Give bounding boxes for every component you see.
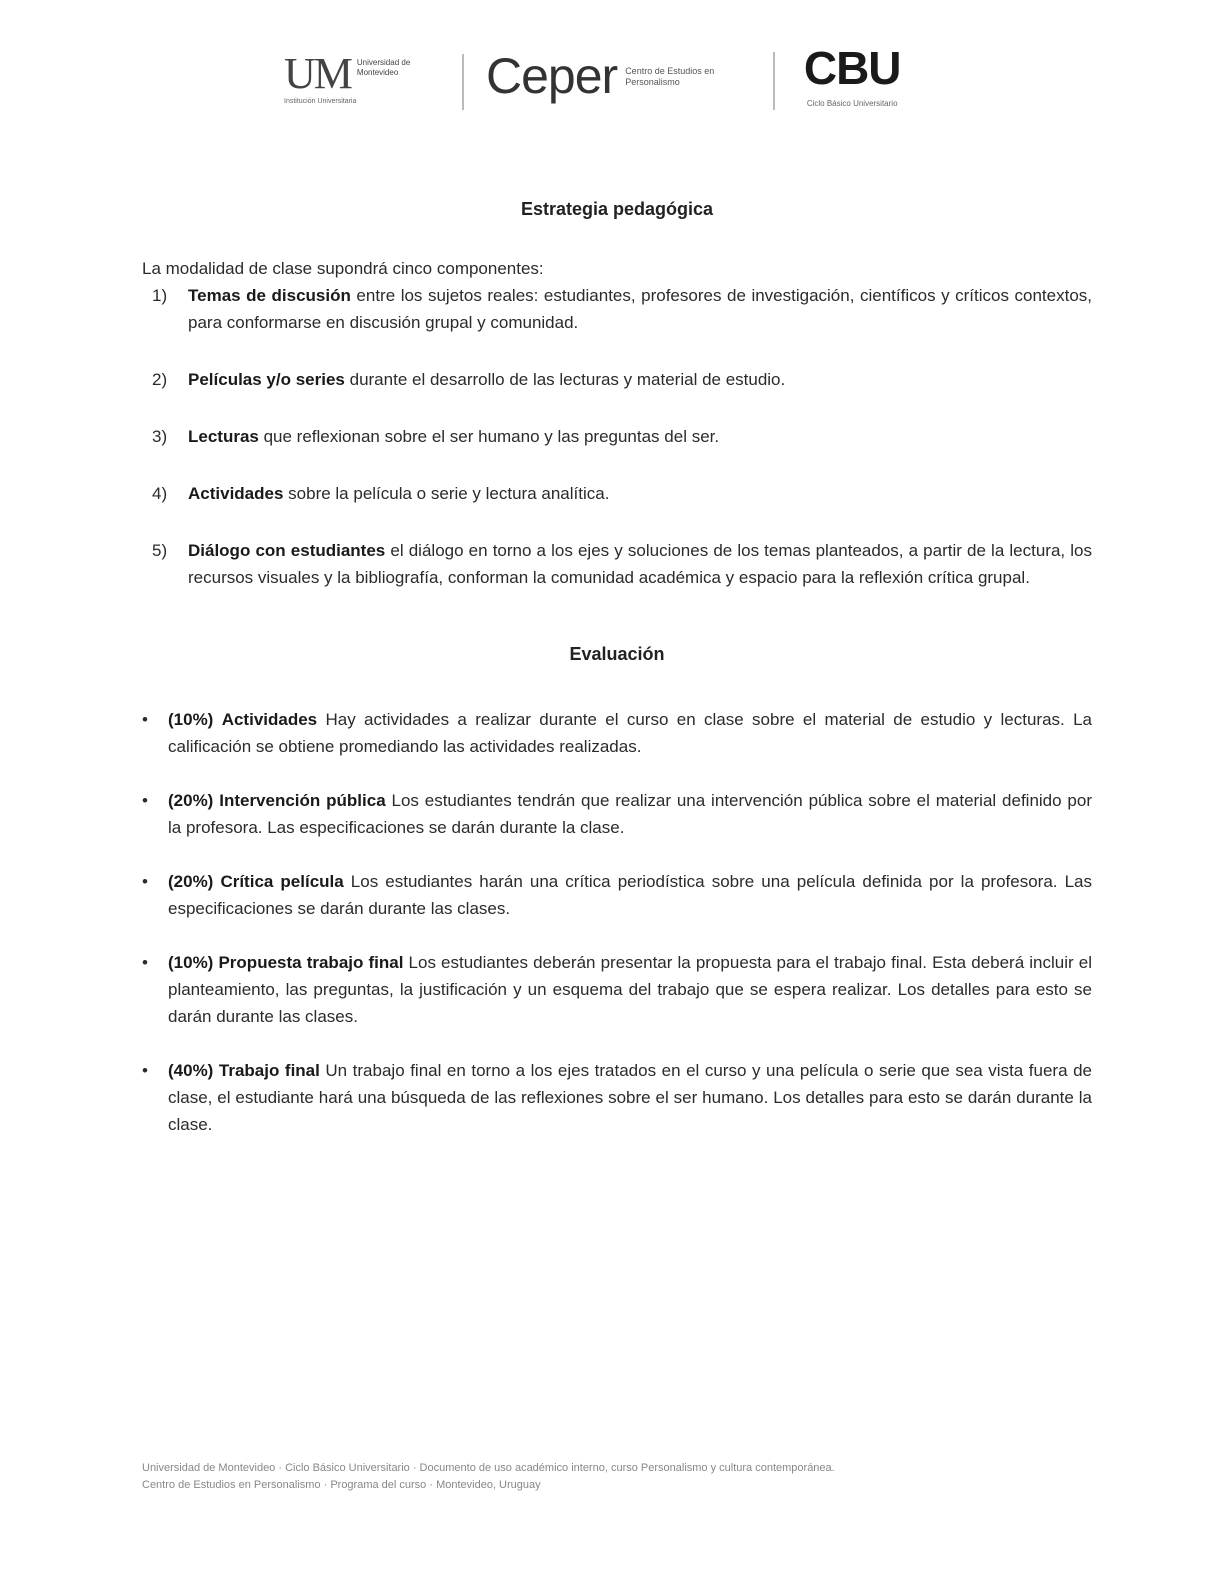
strategy-list <box>142 282 1092 591</box>
item-number: 1) <box>152 286 168 305</box>
bullet-icon: • <box>142 1061 148 1080</box>
strategy-item <box>142 480 1092 507</box>
item-text: que reflexionan sobre el ser humano y las preguntas del ser. <box>258 427 720 446</box>
evaluation-heading: Evaluación <box>569 644 665 664</box>
item-term: Propuesta trabajo final <box>218 953 404 972</box>
item-term: Lecturas <box>188 427 259 446</box>
item-term: Diálogo con estudiantes <box>188 541 386 560</box>
item-text: Un trabajo final en torno a los ejes tratados en el curso y una película o serie que sea vista fuera de clase, el estudiante hará una búsqueda de las reflexiones sobre el ser humano. Los detalles para esto se darán durante la clase. <box>168 1061 1092 1134</box>
strategy-heading: Estrategia pedagógica <box>520 199 714 219</box>
ceper-logo-word: Ceper <box>486 48 618 104</box>
item-term: Actividades <box>188 484 284 503</box>
item-term: Intervención pública <box>219 791 386 810</box>
item-text: Los estudiantes deberán presentar la propuesta para el trabajo final. Esta deberá incluir el planteamiento, las preguntas, la justificación y un esquema del trabajo que se espera realizar. Los detalles para esto se darán durante las clases. <box>168 953 1093 1026</box>
item-text: Hay actividades a realizar durante el curso en clase sobre el material de estudio y lecturas. La calificación se obtiene promediando las actividades realizadas. <box>168 710 1092 756</box>
bullet-icon: • <box>142 872 148 891</box>
item-term: Películas y/o series <box>188 370 345 389</box>
page-footer <box>142 1460 1082 1494</box>
item-number: 4) <box>152 484 168 503</box>
um-logo <box>284 49 444 105</box>
evaluation-item <box>142 949 1092 1030</box>
evaluation-item <box>142 787 1092 841</box>
evaluation-item <box>142 1057 1092 1138</box>
item-weight: (10%) <box>168 710 214 729</box>
evaluation-item <box>142 868 1092 922</box>
item-text: Los estudiantes harán una crítica periodística sobre una película definida por la profesora. Las especificaciones se darán durante las clases. <box>168 872 1093 918</box>
bullet-icon: • <box>142 953 148 972</box>
strategy-intro: La modalidad de clase supondrá cinco componentes: <box>142 259 544 278</box>
ceper-logo-sub: Centro de Estudios en Personalismo <box>625 66 715 87</box>
cbu-logo <box>797 44 907 109</box>
footer-line: Universidad de Montevideo · Ciclo Básico Universitario · Documento de uso académico interno, curso Personalismo y cultura contemporánea. <box>142 1462 835 1474</box>
item-text: el diálogo en torno a los ejes y soluciones de los temas planteados, a partir de la lectura, los recursos visuales y la bibliografía, conforman la comunidad académica y espacio para la reflexión crítica grupal. <box>188 541 1092 587</box>
item-text: sobre la película o serie y lectura analítica. <box>283 484 610 503</box>
cbu-logo-sub: Ciclo Básico Universitario <box>806 99 898 108</box>
evaluation-item <box>142 706 1092 760</box>
item-term: Actividades <box>221 710 318 729</box>
strategy-item <box>142 366 1092 393</box>
logo-divider <box>462 54 464 110</box>
item-weight: (10%) <box>168 953 214 972</box>
item-weight: (20%) <box>168 791 214 810</box>
item-term: Temas de discusión <box>188 286 351 305</box>
item-text: durante el desarrollo de las lecturas y material de estudio. <box>344 370 786 389</box>
item-term: Crítica película <box>220 872 344 891</box>
um-logo-name: Universidad de Montevideo <box>356 58 411 77</box>
item-number: 3) <box>152 427 168 446</box>
bullet-icon: • <box>142 710 148 729</box>
document-body <box>142 196 1092 1165</box>
item-weight: (40%) <box>168 1061 214 1080</box>
footer-line: Centro de Estudios en Personalismo · Programa del curso · Montevideo, Uruguay <box>142 1479 541 1491</box>
bullet-icon: • <box>142 791 148 810</box>
item-number: 5) <box>152 541 168 560</box>
item-text: Los estudiantes tendrán que realizar una intervención pública sobre el material definido por la profesora. Las especificaciones se darán durante la clase. <box>168 791 1093 837</box>
strategy-item <box>142 423 1092 450</box>
item-term: Trabajo final <box>218 1061 320 1080</box>
cbu-logo-word: CBU <box>803 42 901 94</box>
item-weight: (20%) <box>168 872 214 891</box>
ceper-logo <box>486 50 765 102</box>
item-text: entre los sujetos reales: estudiantes, profesores de investigación, científicos y críticos contextos, para conformarse en discusión grupal y comunidad. <box>188 286 1093 332</box>
um-logo-sub: Institución Universitaria <box>284 98 357 105</box>
strategy-item <box>142 537 1092 591</box>
logo-bar <box>284 44 944 144</box>
strategy-item <box>142 282 1092 336</box>
um-logo-mark: UM <box>284 49 351 98</box>
item-number: 2) <box>152 370 168 389</box>
logo-divider <box>773 52 775 110</box>
evaluation-list <box>142 706 1092 1138</box>
